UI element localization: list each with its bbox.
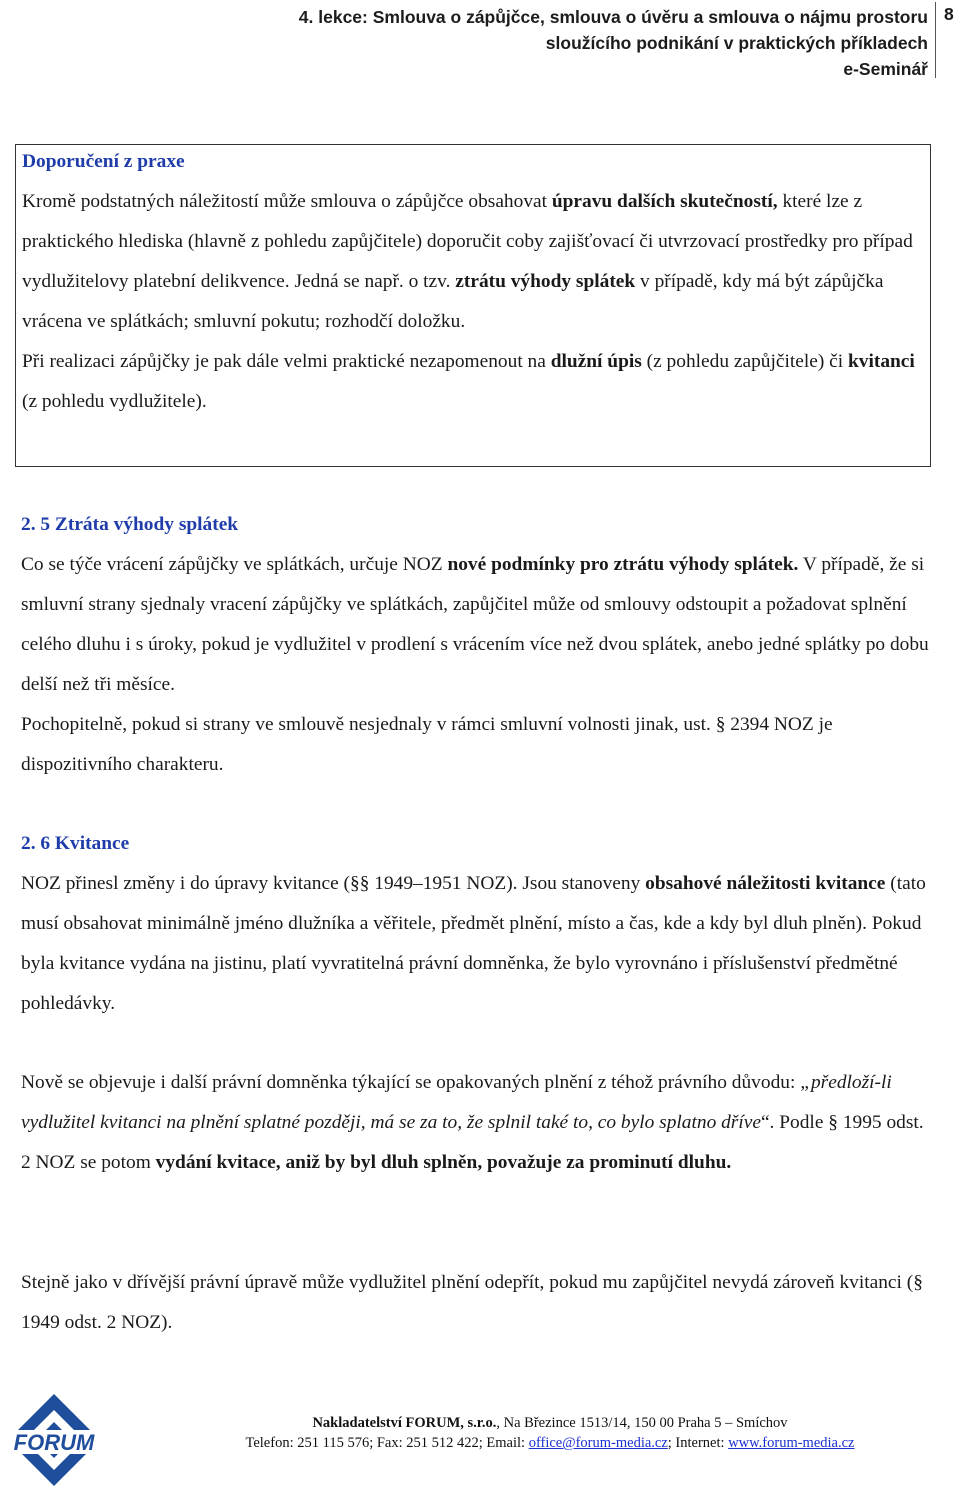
section-2-6-title: 2. 6 Kvitance xyxy=(21,833,130,854)
box-paragraph-2: Při realizaci zápůjčky je pak dále velmi praktické nezapomenout na dlužní úpis (z pohledu zapůjčitele) či kvitanci (z pohledu vydlužitele). xyxy=(22,351,915,412)
header-line-2: sloužícího podnikání v praktických příkladech xyxy=(545,33,928,53)
section-2-5-title: 2. 5 Ztráta výhody splátek xyxy=(21,514,239,535)
forum-logo xyxy=(4,1390,104,1502)
header-title xyxy=(208,4,928,82)
box-title: Doporučení z praxe xyxy=(22,151,185,172)
publisher-line: Nakladatelství FORUM, s.r.o., Na Březince 1513/14, 150 00 Praha 5 – Smíchov xyxy=(312,1415,788,1431)
section-2-6-paragraph-3: Stejně jako v dřívější právní úpravě může vydlužitel plnění odepřít, pokud mu zapůjčitel nevydá zároveň kvitanci (§ 1949 odst. 2 NOZ). xyxy=(21,1272,923,1333)
page-number: 8 xyxy=(944,4,954,24)
section-2-5-paragraph-1: Co se týče vrácení zápůjčky ve splátkách, určuje NOZ nové podmínky pro ztrátu výhody splátek. V případě, že si smluvní strany sjednaly vracení zápůjčky ve splátkách, zapůjčitel může od smlouvy odstoupit a požadovat splnění celého dluhu i s úroky, pokud je vydlužitel v prodlení s vrácením více než dvou splátek, anebo jedné splátky po dobu delší než tři měsíce. xyxy=(21,554,929,695)
website-link[interactable]: www.forum-media.cz xyxy=(728,1435,855,1451)
header-line-1: 4. lekce: Smlouva o zápůjčce, smlouva o úvěru a smlouva o nájmu prostoru xyxy=(298,7,928,27)
page-header xyxy=(0,0,960,80)
section-2-6-paragraph-2: Nově se objevuje i další právní domněnka týkající se opakovaných plnění z téhož právního důvodu: „předloží-li vydlužitel kvitanci na plnění splatné později, má se za to, že splnil také to, co bylo splatno dříve“. Podle § 1995 odst. 2 NOZ se potom vydání kvitace, aniž by byl dluh splněn, považuje za prominutí dluhu. xyxy=(21,1072,924,1173)
section-2-6 xyxy=(21,824,933,1024)
email-link[interactable]: office@forum-media.cz xyxy=(528,1435,668,1451)
section-2-5 xyxy=(21,505,933,785)
section-2-5-paragraph-2: Pochopitelně, pokud si strany ve smlouvě nesjednaly v rámci smluvní volnosti jinak, ust. § 2394 NOZ je dispozitivního charakteru. xyxy=(21,714,833,775)
logo-text: FORUM xyxy=(13,1430,95,1455)
box-paragraph-1: Kromě podstatných náležitostí může smlouva o zápůjčce obsahovat úpravu dalších skutečností, které lze z praktického hlediska (hlavně z pohledu zapůjčitele) doporučit coby zajišťovací či utvrzovací prostředky pro případ vydlužitelovy platební delikvence. Jedná se např. o tzv. ztrátu výhody splátek v případě, kdy má být zápůjčka vrácena ve splátkách; smluvní pokutu; rozhodčí doložku. xyxy=(22,191,913,332)
recommendation-box xyxy=(15,144,931,467)
section-2-6-paragraph-1: NOZ přinesl změny i do úpravy kvitance (§§ 1949–1951 NOZ). Jsou stanoveny obsahové náležitosti kvitance (tato musí obsahovat minimálně jméno dlužníka a věřitele, předmět plnění, místo a čas, kde a kdy byl dluh plněn). Pokud byla kvitance vydána na jistinu, platí vyvratitelná právní domněnka, že bylo vyrovnáno i příslušenství předmětné pohledávky. xyxy=(21,873,926,1014)
publisher-footer xyxy=(140,1413,960,1453)
header-divider xyxy=(935,2,936,78)
header-line-3: e-Seminář xyxy=(843,59,928,79)
contact-line: Telefon: 251 115 576; Fax: 251 512 422; Email: office@forum-media.cz; Internet: www.forum-media.cz xyxy=(245,1435,855,1451)
